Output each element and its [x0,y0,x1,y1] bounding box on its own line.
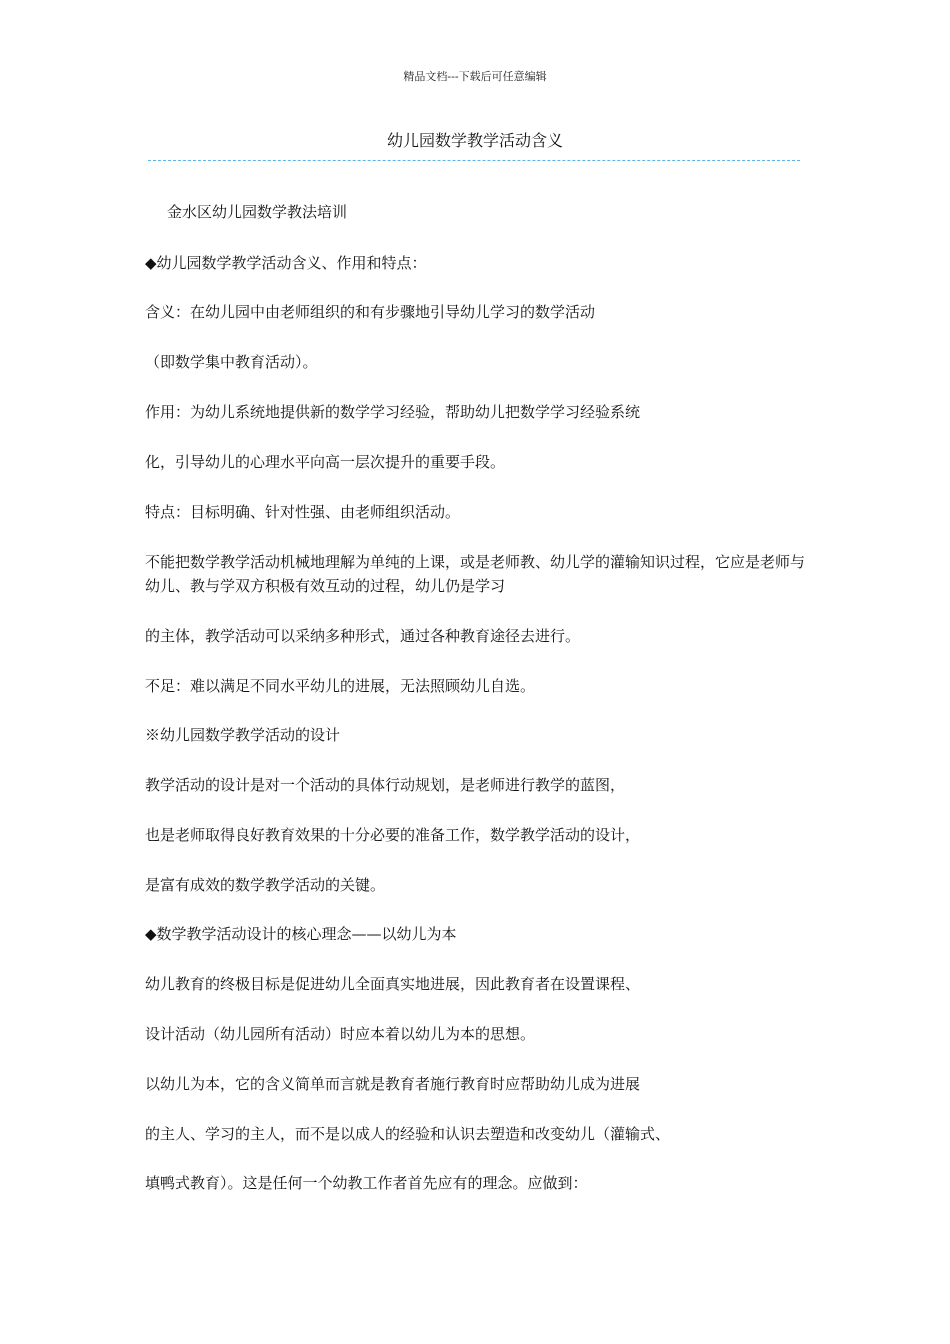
paragraph: 设计活动（幼儿园所有活动）时应本着以幼儿为本的思想。 [145,1025,536,1043]
section-heading: ※幼儿园数学教学活动的设计 [145,726,341,744]
paragraph: 以幼儿为本，它的含义简单而言就是教育者施行教育时应帮助幼儿成为进展 [145,1075,641,1093]
paragraph: ◆幼儿园数学教学活动含义、作用和特点： [145,254,427,272]
page-header: 精品文档---下载后可任意编辑 [403,70,547,83]
paragraph: 化，引导幼儿的心理水平向高一层次提升的重要手段。 [145,453,506,471]
paragraph: 是富有成效的数学教学活动的关键。 [145,876,386,894]
paragraph: 教学活动的设计是对一个活动的具体行动规划，是老师进行教学的蓝图， [145,776,626,794]
paragraph: 的主人、学习的主人，而不是以成人的经验和认识去塑造和改变幼儿（灌输式、 [145,1125,671,1143]
paragraph: 幼儿教育的终极目标是促进幼儿全面真实地进展，因此教育者在设置课程、 [145,975,641,993]
paragraph-subtitle: 金水区幼儿园数学教法培训 [167,203,348,221]
paragraph: 含义：在幼儿园中由老师组织的和有步骤地引导幼儿学习的数学活动 [145,303,596,321]
paragraph: 不足：难以满足不同水平幼儿的进展，无法照顾幼儿自选。 [145,677,536,695]
title-dashed-rule [148,160,800,161]
paragraph: 也是老师取得良好教育效果的十分必要的准备工作，数学教学活动的设计， [145,826,641,844]
paragraph: 填鸭式教育）。这是任何一个幼教工作者首先应有的理念。应做到： [145,1174,588,1192]
section-heading: ◆数学教学活动设计的核心理念——以幼儿为本 [145,925,457,943]
paragraph: 的主体，教学活动可以采纳多种形式，通过各种教育途径去进行。 [145,627,581,645]
paragraph: （即数学集中教育活动）。 [145,353,318,371]
paragraph: 特点：目标明确、针对性强、由老师组织活动。 [145,503,461,521]
paragraph: 不能把数学教学活动机械地理解为单纯的上课，或是老师教、幼儿学的灌输知识过程，它应是老师与幼儿、教与学双方积极有效互动的过程，幼儿仍是学习 [145,553,806,595]
paragraph: 作用：为幼儿系统地提供新的数学学习经验，帮助幼儿把数学学习经验系统 [145,403,641,421]
document-title: 幼儿园数学教学活动含义 [386,131,563,150]
